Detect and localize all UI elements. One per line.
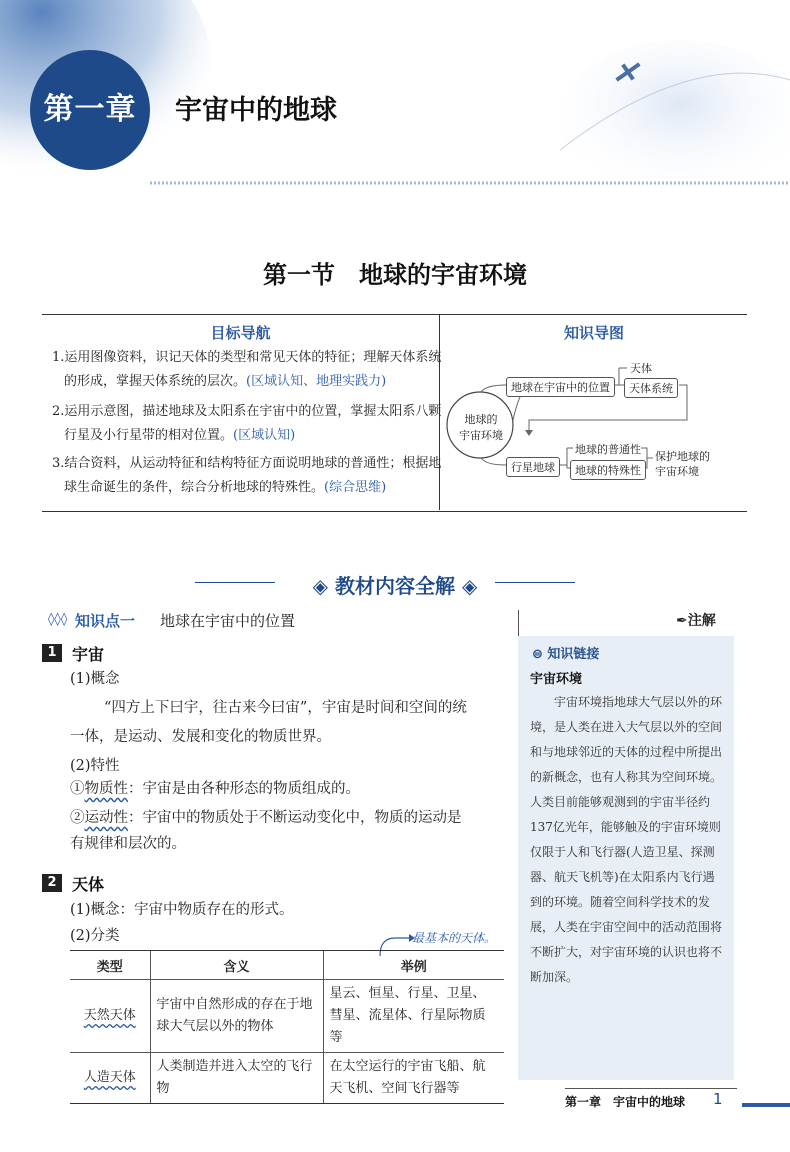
goal-text: 3.结合资料，从运动特征和结构特征方面说明地球的普通性；根据地球生命诞生的条件，综合分析地球的特殊性。: [52, 456, 442, 495]
type-term: 人造天体: [83, 1070, 136, 1085]
mindmap-center: [453, 412, 509, 444]
knowledge-link-label: [532, 643, 599, 662]
table-cell-meaning: 人类制造并进入太空的飞行物: [150, 1053, 323, 1104]
mindmap-protect-line: 保护地球的: [655, 450, 710, 463]
celestial-concept: (1)概念：宇宙中物质存在的形式。: [70, 902, 294, 918]
goal-text: 2.运用示意图，描述地球及太阳系在宇宙中的位置，掌握太阳系八颗行星及小行星带的相对位置。: [52, 404, 442, 443]
note-label: [676, 610, 716, 630]
mindmap-node-ordinary: 地球的普通性: [575, 443, 641, 456]
universe-concept-label: (1)概念: [70, 671, 120, 687]
goal-tag: (综合思维): [324, 480, 387, 495]
number-badge-1: 1: [42, 644, 62, 662]
footer-chapter: 第一章 宇宙中的地球: [565, 1095, 686, 1109]
goal-item-2: [52, 400, 444, 448]
pen-icon: ✒: [676, 613, 688, 629]
table-cell-meaning: 宇宙中自然形成的存在于地球大气层以外的物体: [150, 980, 323, 1053]
banner-arrow-icon: ◈: [312, 574, 335, 598]
mindmap-node-protect: [655, 449, 710, 479]
annotation-note: 最基本的天体。: [412, 931, 497, 945]
table-row: [70, 1053, 504, 1104]
heading-celestial: 天体: [72, 875, 105, 894]
footer-rule: [565, 1088, 737, 1089]
knowledge-point-label: 知识点一: [75, 612, 136, 630]
mindmap-branch-position: 地球在宇宙中的位置: [506, 377, 615, 397]
classification-table: [70, 950, 504, 1104]
table-header: 类型: [70, 951, 150, 980]
goal-item-1: [52, 346, 444, 394]
section-title: 第一节 地球的宇宙环境: [263, 261, 527, 289]
mindmap-node-special: 地球的特殊性: [570, 460, 646, 480]
mindmap-node-celestial: 天体: [630, 362, 652, 375]
universe-trait-label: (2)特性: [70, 758, 120, 774]
banner-label: 教材内容全解: [335, 574, 455, 598]
side-paragraph: 宇宙环境指地球大气层以外的环境，是人类在进入大气层以外的空间和与地球邻近的天体的过程中所提出的新概念，也有人称其为空间环境。人类目前能够观测到的宇宙半径约137亿光年，能够触及的宇宙环境则仅限于人和飞行器(人造卫星、探测器、航天飞机等)在太阳系内飞行遇到的环境。随着空间科学技术的发展，人类在宇宙空间中的活动范围将不断扩大，对宇宙环境的认识也将不断加深。: [530, 695, 723, 984]
heading-universe: 宇宙: [72, 645, 105, 664]
mindmap-node-system: 天体系统: [624, 378, 678, 398]
goals-heading: 目标导航: [210, 324, 271, 342]
table-cell-type: [70, 980, 150, 1053]
mindmap-heading: 知识导图: [563, 324, 624, 342]
table-header: 含义: [150, 951, 323, 980]
link-icon: ⊜: [532, 647, 548, 662]
trait-term: 物质性: [84, 781, 128, 797]
universe-concept-line: “四方上下曰宇，往古来今曰宙”，宇宙是时间和空间的统: [104, 700, 467, 716]
table-header-row: [70, 951, 504, 980]
knowledge-link-text: 知识链接: [547, 647, 600, 662]
droplets-icon: ◊◊◊: [48, 612, 68, 627]
number-badge-2: 2: [42, 874, 62, 892]
universe-trait-2-cont: 有规律和层次的。: [70, 836, 186, 852]
footer-accent-bar: [742, 1103, 790, 1107]
trait-number: ①: [70, 781, 85, 797]
mindmap-center-line: 宇宙环境: [459, 429, 503, 442]
knowledge-point-title: 地球在宇宙中的位置: [160, 612, 296, 630]
universe-concept-line: 一体，是运动、发展和变化的物质世界。: [70, 729, 331, 745]
page-number: 1: [713, 1090, 723, 1108]
chapter-title: 宇宙中的地球: [175, 95, 337, 126]
trait-text: ：宇宙是由各种形态的物质组成的。: [128, 781, 360, 797]
trait-term: 运动性: [84, 810, 128, 826]
table-cell-example: 在太空运行的宇宙飞船、航天飞机、空间飞行器等: [323, 1053, 504, 1104]
trait-text: ：宇宙中的物质处于不断运动变化中，物质的运动是: [128, 810, 462, 826]
note-label-text: 注解: [687, 613, 716, 629]
type-term: 天然天体: [83, 1008, 136, 1023]
trait-number: ②: [70, 810, 85, 826]
mindmap-center-line: 地球的: [464, 413, 498, 426]
celestial-class-label: (2)分类: [70, 928, 120, 944]
goal-item-3: [52, 452, 444, 500]
universe-trait-1: [70, 775, 360, 804]
table-header: 举例: [323, 951, 504, 980]
table-cell-example: 星云、恒星、行星、卫星、彗星、流星体、行星际物质等: [323, 980, 504, 1053]
section-banner: [0, 570, 790, 599]
table-cell-type: [70, 1053, 150, 1104]
goal-tag: (区域认知、地理实践力): [246, 374, 387, 389]
goal-tag: (区域认知): [233, 428, 296, 443]
goal-text: 1.运用图像资料，识记天体的类型和常见天体的特征；理解天体系统的形成，掌握天体系统的层次。: [52, 350, 442, 389]
mindmap-protect-line: 宇宙环境: [655, 465, 699, 478]
banner-arrow-icon: ◈: [455, 574, 478, 598]
table-row: [70, 980, 504, 1053]
chapter-badge: 第一章: [30, 50, 150, 170]
side-subheading: 宇宙环境: [530, 672, 583, 687]
mindmap-branch-earth: 行星地球: [506, 457, 560, 477]
universe-trait-2: [70, 804, 462, 833]
